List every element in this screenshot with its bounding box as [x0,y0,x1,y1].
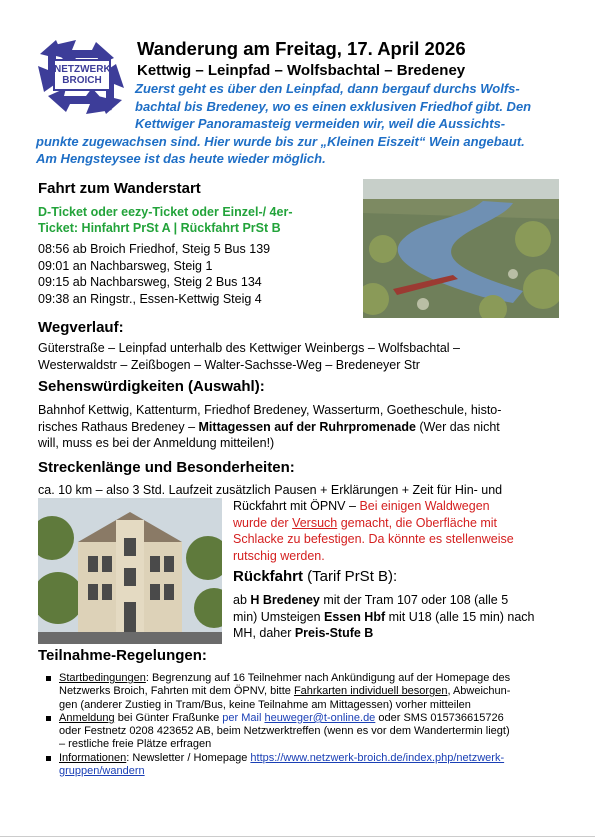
ticket-info [38,204,293,236]
homepage-link-continued[interactable]: gruppen/wandern [59,765,145,778]
list-text: bei Günter Fraßunke [114,711,223,724]
river-landscape-photo [363,179,559,318]
warning-text-underlined: Versuch [292,515,338,530]
homepage-link[interactable]: https://www.netzwerk-broich.de/index.php/netzwerk- [250,751,505,764]
tickets-note: Fahrkarten individuell besorgen [293,685,448,698]
logo-text-line2: BROICH [62,75,102,86]
return-heading-bold: Rückfahrt [233,568,304,585]
intro-paragraph [36,80,563,168]
departure-time: 09:38 an Ringstr., Essen-Kettwig Steig 4 [38,291,262,306]
return-text: mit der Tram 107 oder 108 (alle 5 [319,593,509,607]
page-edge-divider [0,836,595,837]
sights-line: will, muss es bei der Anmeldung mitteilen!) [38,436,275,450]
registration-label: Anmeldung [59,711,115,724]
return-text: MH, daher [233,626,295,640]
intro-line: Kettwiger Panoramasteig vermeiden wir, weil die Aussichts- [135,116,506,131]
return-line [233,592,535,609]
route-line: Güterstraße – Leinpfad unterhalb des Kettwiger Weinbergs – Wolfsbachtal – [38,341,460,355]
warning-line [233,498,514,515]
section-heading-participation: Teilnahme-Regelungen: [38,647,207,664]
intro-line: Am Hengsteysee ist das heute wieder möglich. [36,151,326,166]
departure-times [38,241,270,307]
participation-list [44,672,564,778]
list-item-start-conditions [44,672,564,712]
return-line [233,625,535,642]
departure-time: 09:15 ab Nachbarsweg, Steig 2 Bus 134 [38,275,262,289]
warning-line [233,515,514,532]
list-text: oder SMS 015736615726 [375,711,504,724]
return-text: min) Umsteigen [233,609,324,624]
route-line: Westerwaldstr – Zeißbogen – Walter-Sachsse-Weg – Bredeneyer Str [38,357,420,372]
list-text: – restliche freie Plätze erfragen [59,738,212,751]
sights-text: (Wer das nicht [415,419,500,434]
warning-line: Schlacke zu befestigen. Da könnte es stellenweise [233,532,514,546]
return-description [233,592,535,642]
intro-line: Zuerst geht es über den Leinpfad, dann bergauf durchs Wolfs- [135,81,520,96]
ticket-line: Ticket: Hinfahrt PrSt A | Rückfahrt PrSt B [38,221,281,235]
page-subtitle: Kettwig – Leinpfad – Wolfsbachtal – Bredeney [137,62,466,79]
sights-line: Bahnhof Kettwig, Kattenturm, Friedhof Bredeney, Wasserturm, Goetheschule, histo- [38,403,502,417]
list-text: : Newsletter / Homepage [126,751,251,764]
information-label: Informationen [59,751,127,764]
return-text: ab [233,593,251,607]
list-text: gen (anderer Zustieg in Tram/Bus, keine Teilnahme am Mittagessen) vorher mitteilen [59,698,471,711]
return-heading [233,568,397,585]
ticket-line: D-Ticket oder eezy-Ticket oder Einzel-/ 4er- [38,205,293,219]
section-heading-wegverlauf: Wegverlauf: [38,319,124,336]
lunch-note: Mittagessen auf der Ruhrpromenade [198,419,416,434]
historic-building-photo [38,498,222,644]
list-text: : Begrenzung auf 16 Teilnehmer nach Ankündigung auf der Homepage des [145,672,511,684]
section-heading-distance: Streckenlänge und Besonderheiten: [38,459,295,476]
list-item-registration [44,712,564,752]
intro-line: punkte zugewachsen sind. Hier wurde bis zur „Kleinen Eiszeit“ Wein angebaut. [36,133,525,149]
start-conditions-label: Startbedingungen [59,672,146,684]
list-text: Netzwerks Broich, Fahrten mit dem ÖPNV, bitte [59,685,294,698]
bullet-icon [46,756,51,761]
return-line [233,609,535,626]
list-item-information [44,752,564,779]
email-link[interactable]: heuweger@t-online.de [264,711,376,724]
sights-line [38,419,501,436]
section-heading-fahrt: Fahrt zum Wanderstart [38,180,201,197]
return-stop: H Bredeney [250,593,320,607]
return-stop: Essen Hbf [324,609,386,624]
warning-text: Rückfahrt mit ÖPNV – [233,499,360,513]
return-text: mit U18 (alle 15 min) nach [385,609,535,624]
intro-line: bachtal bis Bredeney, wo es einen exklusiven Friedhof gibt. Den [135,98,532,114]
list-text: per Mail [222,711,265,724]
departure-time: 08:56 ab Broich Friedhof, Steig 5 Bus 139 [38,242,271,256]
warning-text-red: wurde der [233,515,293,530]
sights-description [38,402,501,452]
distance-line [38,482,502,499]
warning-line: rutschig werden. [233,548,325,563]
bullet-icon [46,716,51,721]
section-heading-sights: Sehenswürdigkeiten (Auswahl): [38,378,265,395]
bullet-icon [46,676,51,681]
return-price-level: Preis-Stufe B [294,626,374,640]
list-text: , Abweichun- [447,685,511,698]
logo-text-line1: NETZWERK [54,64,111,75]
warning-text-red: gemacht, die Oberfläche mit [337,515,498,530]
departure-time: 09:01 an Nachbarsweg, Steig 1 [38,258,213,273]
route-description [38,340,460,373]
distance-text: ca. 10 km – also 3 Std. Laufzeit zusätzlich Pausen + Erklärungen + Zeit für Hin- und [38,483,503,497]
page-title: Wanderung am Freitag, 17. April 2026 [137,38,466,59]
list-text: oder Festnetz 0208 423652 AB, beim Netzwerktreffen (wenn es vor dem Wandertermin liegt) [59,725,510,738]
sights-text: risches Rathaus Bredeney – [38,419,199,434]
warning-text-red: Bei einigen Waldwegen [359,499,490,513]
return-heading-tariff: (Tarif PrSt B): [303,568,398,585]
surface-warning [233,498,514,564]
